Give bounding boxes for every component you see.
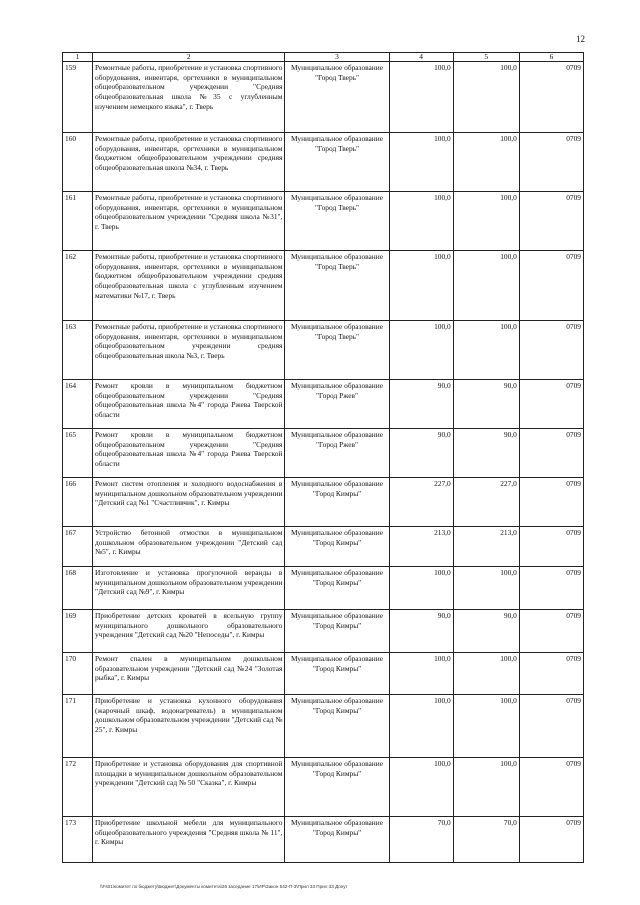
row-number: 170	[63, 653, 93, 695]
row-municipality: Муниципальное образование "Город Кимры"	[285, 478, 389, 527]
row-municipality: Муниципальное образование "Город Тверь"	[285, 192, 389, 251]
row-amount-2: 100,0	[453, 567, 519, 610]
row-number: 162	[63, 251, 93, 321]
row-number: 173	[63, 817, 93, 863]
row-description: Ремонтные работы, приобретение и установка спортивного оборудования, инвентаря, оргтехники в муниципальном бюджетном общеобразовательном учреждении средняя общеобразовательная школа с углубленным изучением математики №17, г. Тверь	[93, 251, 285, 321]
row-municipality: Муниципальное образование "Город Тверь"	[285, 251, 389, 321]
table-row	[63, 62, 584, 133]
row-amount-2: 100,0	[453, 758, 519, 817]
row-budget-code: 0709	[519, 62, 583, 133]
row-budget-code: 0709	[519, 133, 583, 192]
row-amount-1: 90,0	[389, 380, 453, 429]
table-row	[63, 695, 584, 758]
row-budget-code: 0709	[519, 478, 583, 527]
column-header: 3	[285, 53, 389, 62]
row-budget-code: 0709	[519, 527, 583, 567]
row-description: Изготовление и установка прогулочной веранды в муниципальном дошкольном образовательном учреждении "Детский сад №9", г. Кимры	[93, 567, 285, 610]
row-municipality: Муниципальное образование "Город Кимры"	[285, 695, 389, 758]
row-budget-code: 0709	[519, 251, 583, 321]
row-budget-code: 0709	[519, 429, 583, 478]
row-municipality: Муниципальное образование "Город Кимры"	[285, 527, 389, 567]
table-row	[63, 192, 584, 251]
row-amount-1: 90,0	[389, 610, 453, 653]
row-amount-2: 100,0	[453, 62, 519, 133]
row-number: 168	[63, 567, 93, 610]
row-municipality: Муниципальное образование "Город Тверь"	[285, 62, 389, 133]
row-amount-2: 100,0	[453, 251, 519, 321]
row-amount-1: 100,0	[389, 758, 453, 817]
row-description: Ремонтные работы, приобретение и установка спортивного оборудования, инвентаря, оргтехники в муниципальном бюджетном общеобразовательном учреждении средняя общеобразовательная школа №34, г. Тверь	[93, 133, 285, 192]
column-number-row	[63, 53, 584, 62]
table-row	[63, 478, 584, 527]
row-amount-1: 70,0	[389, 817, 453, 863]
row-number: 166	[63, 478, 93, 527]
table-row	[63, 380, 584, 429]
row-amount-1: 100,0	[389, 133, 453, 192]
row-amount-2: 100,0	[453, 653, 519, 695]
table-row	[63, 133, 584, 192]
row-description: Ремонт кровли в муниципальном бюджетном общеобразовательном учреждении "Средняя общеобразовательная школа №4" города Ржева Тверской области	[93, 380, 285, 429]
table-row	[63, 758, 584, 817]
row-municipality: Муниципальное образование "Город Кимры"	[285, 567, 389, 610]
table-row	[63, 527, 584, 567]
row-amount-1: 100,0	[389, 567, 453, 610]
row-description: Ремонт кровли в муниципальном бюджетном общеобразовательном учреждении "Средняя общеобразовательная школа №4" города Ржева Тверской области	[93, 429, 285, 478]
column-header: 2	[93, 53, 285, 62]
row-description: Ремонт спален в муниципальном дошкольном образовательном учреждении "Детский сад №24 "Золотая рыбка", г. Кимры	[93, 653, 285, 695]
column-header: 6	[519, 53, 583, 62]
table-row	[63, 321, 584, 380]
row-amount-1: 90,0	[389, 429, 453, 478]
row-amount-2: 227,0	[453, 478, 519, 527]
row-number: 163	[63, 321, 93, 380]
row-budget-code: 0709	[519, 758, 583, 817]
row-amount-1: 100,0	[389, 695, 453, 758]
row-description: Приобретение школьной мебели для муниципального общеобразовательного учреждения "Средняя школа № 11", г. Кимры	[93, 817, 285, 863]
row-description: Ремонтные работы, приобретение и установка спортивного оборудования, инвентаря, оргтехники в муниципальном общеобразовательном учреждении "Средняя школа №31", г. Тверь	[93, 192, 285, 251]
table-row	[63, 653, 584, 695]
page-number: 12	[576, 34, 585, 44]
row-budget-code: 0709	[519, 321, 583, 380]
row-description: Приобретение и установка оборудования для спортивной площадки в муниципальном дошкольном образовательном учреждении "Детский сад № 50 "Сказка", г. Кимры	[93, 758, 285, 817]
row-budget-code: 0709	[519, 817, 583, 863]
table-row	[63, 817, 584, 863]
table-row	[63, 567, 584, 610]
row-description: Ремонтные работы, приобретение и установка спортивного оборудования, инвентаря, оргтехники в муниципальном общеобразовательном учреждении "Средняя общеобразовательная школа №35 с углубленным изучением немецкого языка", г. Тверь	[93, 62, 285, 133]
allocation-table	[62, 52, 584, 863]
row-number: 164	[63, 380, 93, 429]
row-number: 165	[63, 429, 93, 478]
table-row	[63, 610, 584, 653]
column-header: 1	[63, 53, 93, 62]
table-row	[63, 251, 584, 321]
row-number: 167	[63, 527, 93, 567]
row-budget-code: 0709	[519, 610, 583, 653]
row-amount-2: 90,0	[453, 429, 519, 478]
row-municipality: Муниципальное образование "Город Ржев"	[285, 429, 389, 478]
row-budget-code: 0709	[519, 192, 583, 251]
column-header: 4	[389, 53, 453, 62]
row-budget-code: 0709	[519, 653, 583, 695]
row-description: Приобретение и установка кухонного оборудования (жарочный шкаф, водонагреватель) в муниципальном дошкольном образовательном учреждении "Детский сад № 25", г. Кимры	[93, 695, 285, 758]
row-budget-code: 0709	[519, 695, 583, 758]
row-municipality: Муниципальное образование "Город Ржев"	[285, 380, 389, 429]
row-budget-code: 0709	[519, 567, 583, 610]
row-description: Приобретение детских кроватей в ясельную группу муниципального дошкольного образовательного учреждения "Детский сад №20 "Непоседы", г. Кимры	[93, 610, 285, 653]
row-amount-2: 70,0	[453, 817, 519, 863]
row-amount-2: 100,0	[453, 133, 519, 192]
row-municipality: Муниципальное образование "Город Кимры"	[285, 817, 389, 863]
row-amount-2: 100,0	[453, 695, 519, 758]
file-path-footer: \\Fs01\комитет по бюджету\Бюджет\Документы комитета\26 заседание 17\ИР\Закон 542-П-3\Прил 33 Прил 33 Допут	[100, 884, 348, 889]
row-municipality: Муниципальное образование "Город Кимры"	[285, 653, 389, 695]
row-municipality: Муниципальное образование "Город Кимры"	[285, 610, 389, 653]
row-amount-1: 227,0	[389, 478, 453, 527]
row-amount-1: 213,0	[389, 527, 453, 567]
row-number: 171	[63, 695, 93, 758]
row-amount-1: 100,0	[389, 653, 453, 695]
row-number: 160	[63, 133, 93, 192]
row-number: 169	[63, 610, 93, 653]
row-amount-1: 100,0	[389, 192, 453, 251]
row-amount-2: 213,0	[453, 527, 519, 567]
row-amount-2: 90,0	[453, 610, 519, 653]
table-row	[63, 429, 584, 478]
row-amount-1: 100,0	[389, 321, 453, 380]
row-amount-2: 90,0	[453, 380, 519, 429]
row-budget-code: 0709	[519, 380, 583, 429]
row-number: 161	[63, 192, 93, 251]
row-description: Ремонтные работы, приобретение и установка спортивного оборудования, инвентаря, оргтехники в муниципальном общеобразовательном учреждении средняя общеобразовательная школа №3, г. Тверь	[93, 321, 285, 380]
row-number: 172	[63, 758, 93, 817]
row-municipality: Муниципальное образование "Город Тверь"	[285, 133, 389, 192]
row-amount-1: 100,0	[389, 251, 453, 321]
row-description: Устройство бетонной отмостки в муниципальном дошкольном образовательном учреждении "Детский сад №5", г. Кимры	[93, 527, 285, 567]
column-header: 5	[453, 53, 519, 62]
row-amount-1: 100,0	[389, 62, 453, 133]
row-amount-2: 100,0	[453, 192, 519, 251]
row-municipality: Муниципальное образование "Город Кимры"	[285, 758, 389, 817]
row-number: 159	[63, 62, 93, 133]
row-municipality: Муниципальное образование "Город Тверь"	[285, 321, 389, 380]
row-description: Ремонт систем отопления и холодного водоснабжения в муниципальном дошкольном образовательном учреждении "Детский сад №1 "Счастливчик", г. Кимры	[93, 478, 285, 527]
row-amount-2: 100,0	[453, 321, 519, 380]
